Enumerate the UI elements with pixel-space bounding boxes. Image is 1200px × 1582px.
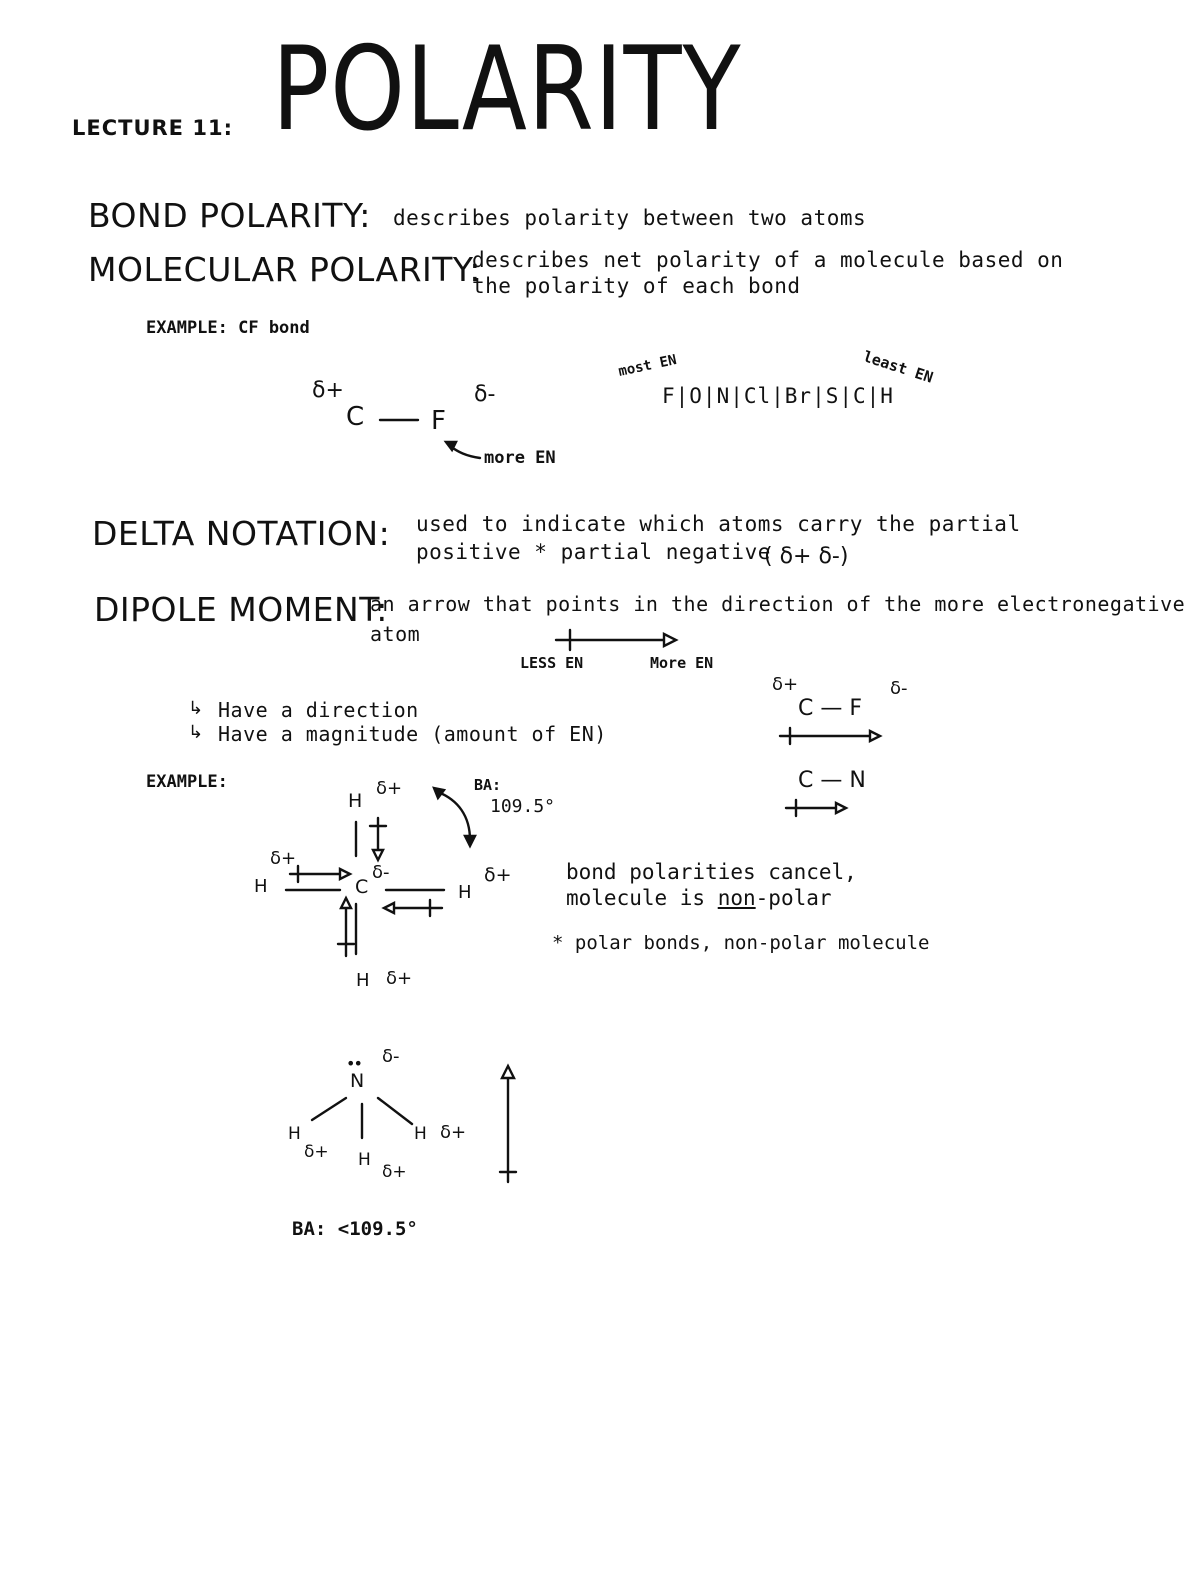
ch4-dipole-left-head xyxy=(340,869,350,879)
example-cf-label: EXAMPLE: CF bond xyxy=(146,318,310,338)
ch4-delta-plus-right: δ+ xyxy=(484,864,512,886)
delta-notation-symbols: ( δ+ δ-) xyxy=(764,544,849,569)
note-nonpolar-underlined: non xyxy=(717,886,756,910)
ch4-angle-arc-head-end xyxy=(465,836,475,846)
dipole-cf-delta-minus: δ- xyxy=(890,678,908,699)
bullet-arrow-icon: ↳ xyxy=(188,698,204,719)
nh3-delta-plus-left: δ+ xyxy=(304,1142,329,1162)
nh3-delta-plus-bottom: δ+ xyxy=(382,1162,407,1182)
dipole-cn-pair: C — N xyxy=(798,768,866,793)
dipole-cf-delta-plus: δ+ xyxy=(772,674,799,695)
delta-notation-definition-2: positive * partial negative xyxy=(416,540,771,564)
more-en-label: more EN xyxy=(484,448,556,468)
electronegativity-series: F|O|N|Cl|Br|S|C|H xyxy=(662,384,894,408)
ch4-angle-arc-head-start xyxy=(434,788,444,798)
delta-notation-definition-1: used to indicate which atoms carry the partial xyxy=(416,512,1021,536)
ch4-delta-plus-top: δ+ xyxy=(376,778,403,799)
note-nonpolar-pre: molecule is xyxy=(566,886,718,910)
page-title: POLARITY xyxy=(272,22,742,157)
molecular-polarity-definition-2: the polarity of each bond xyxy=(472,274,801,298)
ch4-delta-minus: δ- xyxy=(372,862,390,883)
dipole-cf-pair: C — F xyxy=(798,696,863,721)
dipole-cf-arrow-head xyxy=(870,731,880,741)
cf-atom-c: C xyxy=(346,402,365,432)
bond-polarity-term: BOND POLARITY: xyxy=(88,196,371,235)
dipole-moment-term: DIPOLE MOMENT: xyxy=(94,590,388,629)
more-en-pointer xyxy=(450,446,480,458)
nh3-n: N xyxy=(350,1070,365,1092)
ch4-dipole-top-head xyxy=(373,850,383,860)
bullet-arrow-icon: ↳ xyxy=(188,722,204,743)
ch4-dipole-bottom-head xyxy=(341,898,351,908)
nh3-lone-pair: •• xyxy=(346,1054,361,1073)
nh3-net-dipole-head xyxy=(502,1066,514,1078)
example-ch4-label: EXAMPLE: xyxy=(146,772,228,792)
dipole-bullet-direction: Have a direction xyxy=(218,698,419,722)
less-en-label: LESS EN xyxy=(520,654,584,672)
bond-polarity-definition: describes polarity between two atoms xyxy=(393,206,867,230)
ch4-ba-label: BA: xyxy=(474,776,502,794)
most-en-label: most EN xyxy=(616,352,679,380)
nh3-bond-left xyxy=(312,1098,346,1120)
nh3-bond-angle: BA: <109.5° xyxy=(292,1218,418,1240)
dipole-cn-arrow-head xyxy=(836,803,846,813)
nh3-h-bottom: H xyxy=(358,1150,371,1170)
nh3-h-left: H xyxy=(288,1124,301,1144)
lecture-number: LECTURE 11: xyxy=(72,116,233,140)
note-polarities-cancel: bond polarities cancel, xyxy=(566,860,857,884)
nh3-h-right: H xyxy=(414,1124,427,1144)
molecular-polarity-definition-1: describes net polarity of a molecule based on xyxy=(472,248,1064,272)
nh3-delta-plus-right: δ+ xyxy=(440,1122,467,1143)
ch4-c: C xyxy=(355,876,369,898)
ch4-h-right: H xyxy=(458,882,472,903)
cf-atom-f: F xyxy=(431,406,446,436)
ch4-delta-plus-bottom: δ+ xyxy=(386,968,413,989)
cf-delta-minus: δ- xyxy=(474,382,496,407)
molecular-polarity-term: MOLECULAR POLARITY: xyxy=(88,250,481,289)
nh3-bond-right xyxy=(378,1098,412,1124)
note-nonpolar-post: -polar xyxy=(755,886,832,910)
ch4-dipole-right-head xyxy=(384,903,394,913)
ch4-h-top: H xyxy=(348,790,363,812)
dipole-moment-definition-1: an arrow that points in the direction of the more electronegative xyxy=(370,592,1186,616)
ch4-delta-plus-left: δ+ xyxy=(270,848,297,869)
dipole-bullet-magnitude: Have a magnitude (amount of EN) xyxy=(218,722,607,746)
ch4-h-left: H xyxy=(254,876,268,897)
least-en-label: least EN xyxy=(860,347,936,387)
dipole-arrow-head xyxy=(664,634,676,646)
ch4-ba-value: 109.5° xyxy=(490,796,556,817)
delta-notation-term: DELTA NOTATION: xyxy=(92,514,391,553)
ch4-h-bottom: H xyxy=(356,970,370,991)
nh3-delta-minus: δ- xyxy=(382,1046,400,1067)
ch4-angle-arc xyxy=(438,792,470,840)
more-en-arrow-label: More EN xyxy=(650,654,714,672)
cf-delta-plus: δ+ xyxy=(312,378,344,403)
note-polar-bonds: * polar bonds, non-polar molecule xyxy=(552,932,930,954)
dipole-moment-definition-2: atom xyxy=(370,622,421,646)
